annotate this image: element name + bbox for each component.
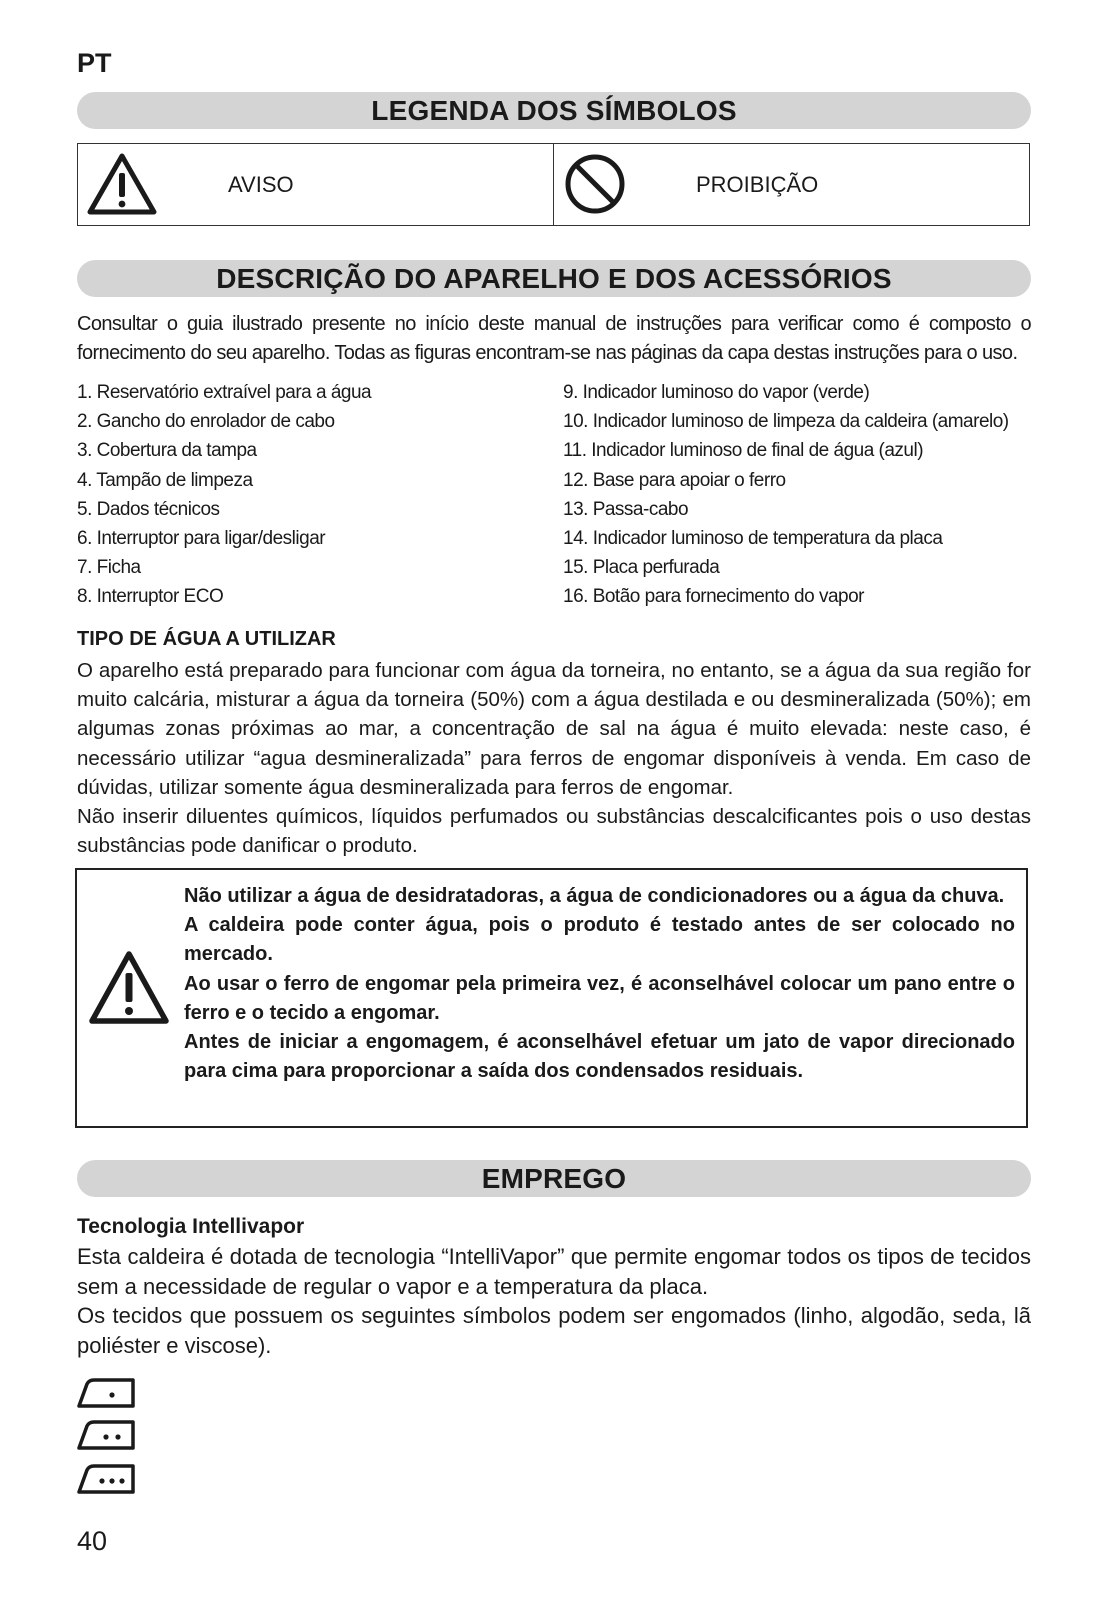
legend-section-title: LEGENDA DOS SÍMBOLOS [77,92,1031,129]
parts-list-item: 14. Indicador luminoso de temperatura da placa [563,528,943,550]
iron-three-dots-icon [75,1462,139,1496]
warning-text [184,882,1015,1086]
parts-list-right [563,378,1063,612]
parts-list-item: 3. Cobertura da tampa [77,440,257,462]
warning-line: A caldeira pode conter água, pois o produto é testado antes de ser colocado no mercado. [184,914,1015,966]
parts-list-item: 16. Botão para fornecimento do vapor [563,586,864,608]
parts-list-item: 6. Interruptor para ligar/desligar [77,528,326,550]
legend-warning-label: AVISO [228,172,294,197]
parts-list-left [77,378,547,612]
parts-list-item: 7. Ficha [77,557,141,579]
warning-line: Antes de iniciar a engomagem, é aconselhável efetuar um jato de vapor direcionado para cima para proporcionar a saída dos condensados residuais. [184,1031,1015,1083]
water-paragraph: Não inserir diluentes químicos, líquidos perfumados ou substâncias descalcificantes pois o uso destas substâncias pode danificar o produto. [77,805,1031,858]
parts-list-item: 4. Tampão de limpeza [77,469,253,491]
description-intro: Consultar o guia ilustrado presente no início deste manual de instruções para verificar como é composto o fornecimento do seu aparelho. Todas as figuras encontram-se nas páginas da capa destas instruções para o uso. [77,313,1031,364]
iron-two-dots-icon [75,1418,139,1452]
language-code: PT [77,48,112,78]
iron-one-dot-icon [75,1376,139,1410]
parts-list-item: 10. Indicador luminoso de limpeza da caldeira (amarelo) [563,411,1009,433]
warning-triangle-icon [86,151,158,217]
water-type-heading: TIPO DE ÁGUA A UTILIZAR [77,628,336,650]
parts-list-item: 9. Indicador luminoso do vapor (verde) [563,382,870,403]
usage-paragraph: Esta caldeira é dotada de tecnologia “IntelliVapor” que permite engomar todos os tipos de tecidos sem a necessidade de regular o vapor e a temperatura da placa. [77,1244,1031,1299]
legend-warning-cell [78,144,553,225]
parts-list-item: 8. Interruptor ECO [77,586,224,608]
warning-line: Não utilizar a água de desidratadoras, a água de condicionadores ou a água da chuva. [184,885,1005,907]
warning-box [75,868,1028,1128]
parts-list-item: 1. Reservatório extraível para a água [77,382,372,403]
page-number: 40 [77,1526,108,1556]
warning-triangle-icon [87,949,171,1027]
usage-paragraph: Os tecidos que possuem os seguintes símbolos podem ser engomados (linho, algodão, seda, lã poliéster e viscose). [77,1303,1031,1358]
parts-list-item: 15. Placa perfurada [563,557,720,579]
parts-list-item: 12. Base para apoiar o ferro [563,469,786,491]
description-section-title: DESCRIÇÃO DO APARELHO E DOS ACESSÓRIOS [77,260,1031,297]
intellivapor-heading: Tecnologia Intellivapor [77,1215,305,1238]
parts-list-item: 5. Dados técnicos [77,498,220,520]
parts-list-item: 13. Passa-cabo [563,498,689,520]
usage-section-title: EMPREGO [77,1160,1031,1197]
parts-list-item: 11. Indicador luminoso de final de água (azul) [563,440,924,462]
parts-list-item: 2. Gancho do enrolador de cabo [77,411,335,433]
legend-prohibition-cell [553,144,1029,225]
legend-prohibition-label: PROIBIÇÃO [696,172,819,197]
symbol-legend-table [77,143,1030,226]
water-paragraph: O aparelho está preparado para funcionar com água da torneira, no entanto, se a água da sua região for muito calcária, misturar a água da torneira (50%) com a água destilada e ou desmineralizada (50%); em algumas zonas próximas ao mar, a concentração de sal na água é muito elevada: neste caso, é necessário utilizar “agua desmineralizada” para ferros de engomar disponíveis à venda. Em caso de dúvidas, utilizar somente água desmineralizada para ferros de engomar. [77,659,1031,799]
warning-line: Ao usar o ferro de engomar pela primeira vez, é aconselhável colocar um pano entre o ferro e o tecido a engomar. [184,972,1015,1024]
prohibition-circle-icon [563,152,627,216]
water-type-text [77,656,1031,860]
intellivapor-text [77,1242,1031,1360]
